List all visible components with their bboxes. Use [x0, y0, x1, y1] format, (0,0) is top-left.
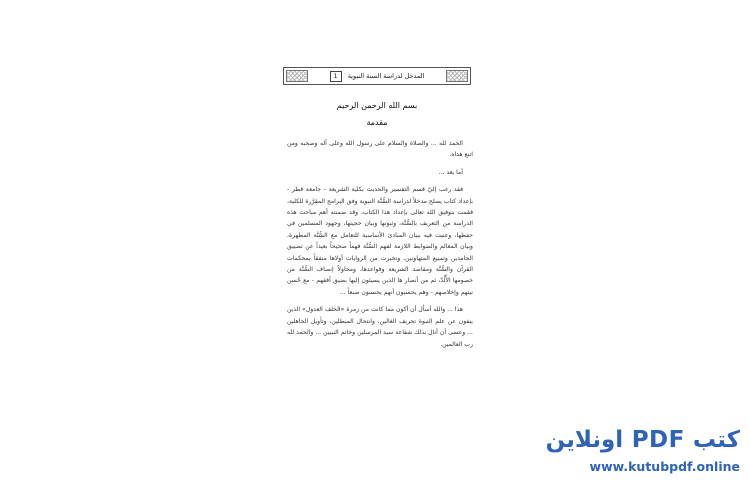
header-content [308, 70, 446, 82]
watermark-brand: كتب PDF اونلاين [545, 427, 740, 453]
ornament-right-icon [446, 70, 468, 82]
body-text [287, 138, 473, 356]
paragraph: الحمد لله ... والصلاة والسلام على رسول الله وعلى آله وصحبه ومن اتبع هداه. [287, 140, 473, 159]
book-title: المدخل لدراسة السنة النبوية [347, 72, 425, 80]
paragraph: فقد رغب إليّ قسم التفسير والحديث بكلية الشريعة - جامعة قطر - بإعداد كتاب يصلح مدخلاً لدراسة السُّنَّة النبوية وفق البرامج المقرَّرة للكلية، فقمت بتوفيق الله تعالى بإعداد هذا الكتاب، وقد ضمنته أهم مباحث هذه الدراسة من التعريف بالسُّنَّة، وثبوتها وبيان حجيتها، وجهود المسلمين في حفظها، وعنيت فيه ببيان المبادئ الأساسية للتعامل مع السُّنَّة المطهرة، وبيان المعالم والضوابط اللازمة لفهم السُّنَّة فهماً صحيحاً بعيداً عن تضييق الجامدين وتمييع المتهاونين، وتخيرت من الروايات أولاها متفقاً بمحكمات القرآن والسُّنَّة ومقاصد الشريعة وقواعدها، ومحاولاً إنصاف السُّنَّة من خصومها الأُلُدّ، ثم من أنصار ها الذين يسيئون إليها بضيق أفقهم - مع حُسن نيتهم وإخلاصهم - وهم يحسبون أنهم يحسنون صنعاً ... [287, 186, 473, 296]
section-title: مقدمة [366, 118, 388, 127]
basmala: بسم الله الرحمن الرحيم [336, 101, 418, 110]
page-header [283, 67, 471, 85]
watermark-url: www.kutubpdf.online [589, 459, 740, 474]
page-number: 1 [330, 71, 342, 82]
paragraph: أما بعد ... [438, 168, 463, 176]
paragraph: هذا ... والله أسأل أن أكون مما كانت من زمرة «الخلف العدول» الذين ينفون عن علم النبوة تحريف الغالين، وانتحال المبطلين، وتأويل الجاهلين ... وعسى أن أنال بذلك شفاعة سيد المرسلين وخاتم النبيين ... والحمد لله رب العالمين. [287, 306, 473, 348]
ornament-left-icon [286, 70, 308, 82]
